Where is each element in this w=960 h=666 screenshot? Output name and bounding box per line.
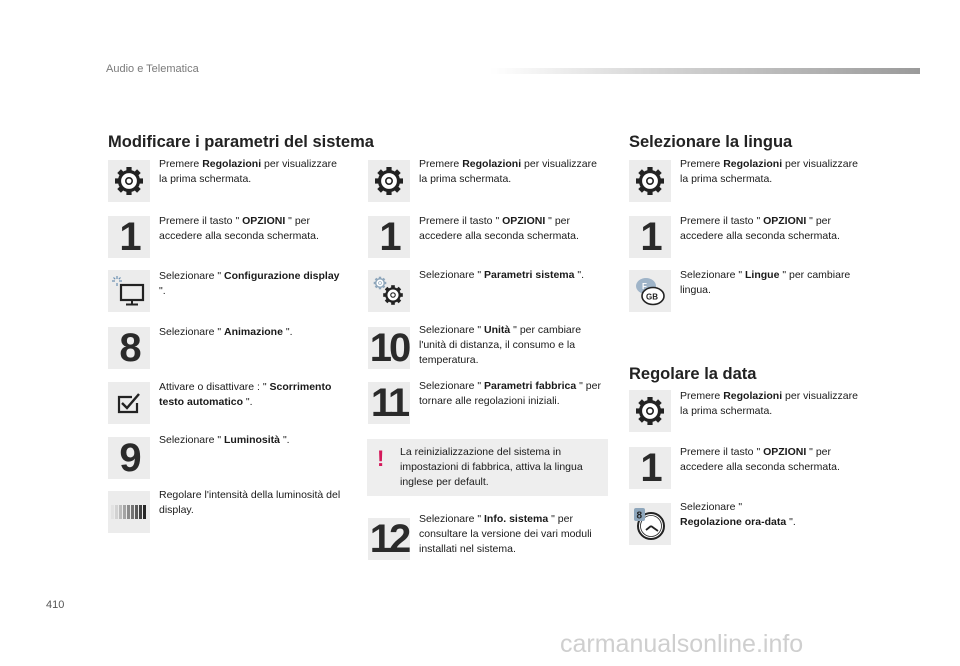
step-number-badge: 12 <box>369 517 409 561</box>
step-text: Regolare l'intensità della luminosità del display. <box>159 489 341 516</box>
display-config-icon <box>108 270 150 312</box>
step-text: Premere il tasto " OPZIONI " per accedere alla seconda schermata. <box>680 446 840 473</box>
warning-text: La reinizializzazione del sistema in impostazioni di fabbrica, attiva la lingua inglese per default. <box>400 446 583 488</box>
lang-bottom-label: GB <box>646 292 658 302</box>
settings-gear-icon <box>629 390 671 432</box>
lang-top-label: F <box>642 282 647 291</box>
step-text: Attivare o disattivare : " Scorrimento testo automatico ". <box>159 381 332 408</box>
step-number-badge: 11 <box>368 382 410 424</box>
step-text: Premere Regolazioni per visualizzare la prima schermata. <box>680 158 858 185</box>
warning-icon: ! <box>377 446 385 471</box>
step-text: Premere il tasto " OPZIONI " per accedere alla seconda schermata. <box>159 215 319 242</box>
step-text: Selezionare " Regolazione ora-data ". <box>680 501 796 528</box>
step-text: Selezionare " Parametri fabbrica " per tornare alle regolazioni iniziali. <box>419 380 601 407</box>
step-text: Selezionare " Unità " per cambiare l'unità di distanza, il consumo e la temperatura. <box>419 324 582 366</box>
settings-gear-icon <box>108 160 150 202</box>
step-text: Premere Regolazioni per visualizzare la prima schermata. <box>159 158 337 185</box>
settings-gear-icon <box>368 160 410 202</box>
page-number: 410 <box>46 599 65 611</box>
header-title: Audio e Telematica <box>106 63 199 75</box>
step-text: Selezionare " Animazione ". <box>159 326 293 338</box>
system-settings-gears-icon <box>368 270 410 312</box>
step-text: Selezionare " Configurazione display ". <box>159 270 340 297</box>
step-number-badge: 1 <box>629 447 671 489</box>
watermark: carmanualsonline.info <box>560 630 804 658</box>
brightness-icon <box>108 491 150 533</box>
settings-gear-icon <box>629 160 671 202</box>
section-title-date: Regolare la data <box>629 365 757 383</box>
step-number-badge: 1 <box>368 216 410 258</box>
clock-date-icon <box>629 503 671 545</box>
checkbox-icon <box>108 382 150 424</box>
step-number-badge: 10 <box>369 326 409 370</box>
step-text: Selezionare " Luminosità ". <box>159 434 290 446</box>
step-text: Selezionare " Info. sistema " per consultare la versione dei vari moduli installati nel sistema. <box>419 513 592 555</box>
step-text: Selezionare " Lingue " per cambiare lingua. <box>680 269 851 296</box>
section-title-language: Selezionare la lingua <box>629 133 793 151</box>
step-text: Selezionare " Parametri sistema ". <box>419 269 585 281</box>
step-number-badge: 8 <box>108 327 150 369</box>
section-title-system: Modificare i parametri del sistema <box>108 133 374 151</box>
clock-digit: 8 <box>636 510 643 522</box>
step-text: Premere Regolazioni per visualizzare la prima schermata. <box>419 158 597 185</box>
step-number-badge: 9 <box>108 437 150 479</box>
language-bubbles-icon <box>629 270 671 312</box>
step-text: Premere il tasto " OPZIONI " per accedere alla seconda schermata. <box>680 215 840 242</box>
step-number-badge: 1 <box>629 216 671 258</box>
header-divider <box>490 68 920 74</box>
step-number-badge: 1 <box>108 216 150 258</box>
step-text: Premere il tasto " OPZIONI " per accedere alla seconda schermata. <box>419 215 579 242</box>
step-text: Premere Regolazioni per visualizzare la prima schermata. <box>680 390 858 417</box>
